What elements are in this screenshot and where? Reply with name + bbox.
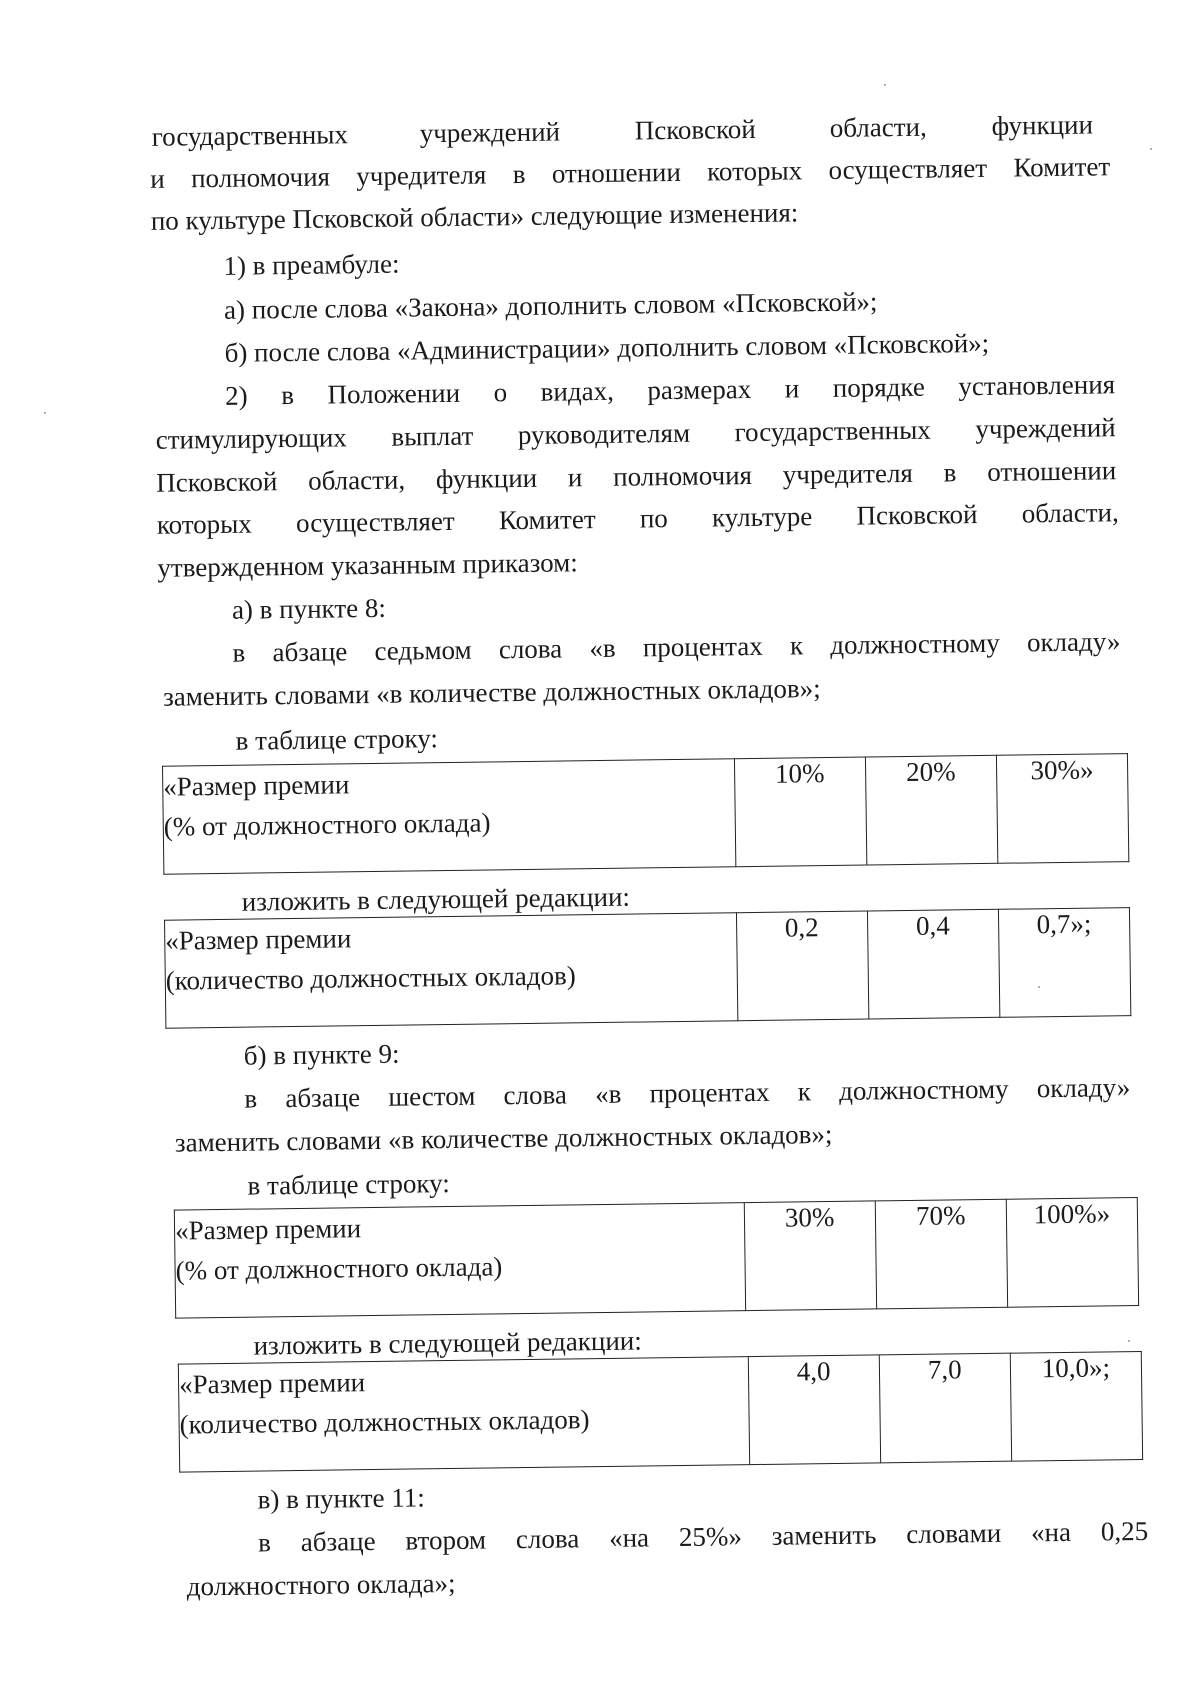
scan-speck: [884, 84, 886, 86]
text-line: функции: [991, 109, 1094, 141]
text-line: по культуре Псковской области» следующие изменения:: [150, 197, 799, 236]
premium-table-new-1: [164, 907, 1131, 1029]
scan-speck: [1128, 1340, 1130, 1342]
text-line: должностного оклада»;: [186, 1567, 456, 1602]
text-line: заменить словами «в количестве должностных окладов»;: [174, 1118, 833, 1158]
table-label-line: (количество должностных окладов): [165, 960, 576, 996]
table-label-cell: [162, 759, 735, 874]
table-value-cell: 10,0»;: [1010, 1351, 1143, 1461]
text-line: заменить словами «в количестве должностных окладов»;: [162, 673, 821, 712]
table-value-cell: 30%: [744, 1201, 877, 1311]
text-line: изложить в следующей редакции:: [253, 1325, 642, 1361]
text-line: в таблице строку:: [235, 723, 439, 756]
text-line: учреждений: [419, 116, 561, 149]
text-line: б) после слова «Администрации» дополнить словом «Псковской»;: [224, 327, 990, 368]
premium-table-old-2: [174, 1197, 1139, 1319]
table-label-cell: [165, 913, 738, 1028]
text-line: в абзаце втором слова «на 25%» заменить словами «на 0,25: [257, 1515, 1149, 1558]
text-line: б) в пункте 9:: [243, 1038, 400, 1071]
table-label-line: (% от должностного оклада): [175, 1251, 503, 1286]
table-value-cell: 20%: [865, 755, 998, 865]
table-label-cell: [178, 1357, 749, 1472]
table-value-cell: 70%: [875, 1199, 1008, 1309]
text-line: которых осуществляет Комитет по культуре Псковской области,: [156, 497, 1119, 540]
table-value-cell: 4,0: [748, 1355, 881, 1465]
table-label-line: «Размер премии: [165, 923, 352, 956]
premium-table-old-1: [162, 753, 1129, 875]
scan-speck: [44, 412, 46, 414]
text-line: области,: [829, 111, 927, 143]
table-label-line: «Размер премии: [178, 1367, 366, 1400]
table-value-cell: 0,7»;: [998, 908, 1131, 1018]
text-line: стимулирующих выплат руководителям государственных учреждений: [155, 412, 1116, 455]
text-line: а) в пункте 8:: [231, 592, 387, 625]
table-value-cell: 100%»: [1006, 1198, 1139, 1308]
table-label-line: «Размер премии: [163, 769, 350, 802]
table-label-line: «Размер премии: [174, 1213, 362, 1246]
table-value-cell: 30%»: [996, 754, 1129, 864]
scan-speck: [1150, 148, 1152, 150]
text-line: утвержденном указанным приказом:: [157, 547, 578, 583]
table-label-line: (% от должностного оклада): [163, 807, 491, 842]
text-line: 2) в Положении о видах, размерах и порядке установления: [224, 369, 1116, 411]
text-line: Псковской области, функции и полномочия учредителя в отношении: [156, 455, 1117, 498]
text-line: и полномочия учредителя в отношении которых осуществляет Комитет: [150, 151, 1111, 194]
text-line: в абзаце шестом слова «в процентах к должностному окладу»: [244, 1072, 1131, 1114]
table-label-line: (количество должностных окладов): [179, 1404, 590, 1440]
text-line: а) после слова «Закона» дополнить словом «Псковской»;: [223, 286, 878, 325]
scan-speck: [1038, 986, 1040, 988]
text-line: в) в пункте 11:: [257, 1482, 425, 1515]
text-line: 1) в преамбуле:: [223, 248, 400, 281]
table-value-cell: 7,0: [879, 1353, 1012, 1463]
text-line: в абзаце седьмом слова «в процентах к должностному окладу»: [232, 626, 1121, 668]
text-line: Псковской: [634, 113, 756, 146]
text-line: государственных: [151, 119, 349, 152]
table-value-cell: 0,2: [736, 911, 869, 1021]
table-label-cell: [174, 1203, 745, 1318]
text-line: в таблице строку:: [247, 1168, 450, 1201]
text-line: изложить в следующей редакции:: [241, 881, 631, 917]
table-value-cell: 0,4: [867, 909, 1000, 1019]
premium-table-new-2: [178, 1351, 1143, 1473]
table-value-cell: 10%: [734, 757, 867, 867]
